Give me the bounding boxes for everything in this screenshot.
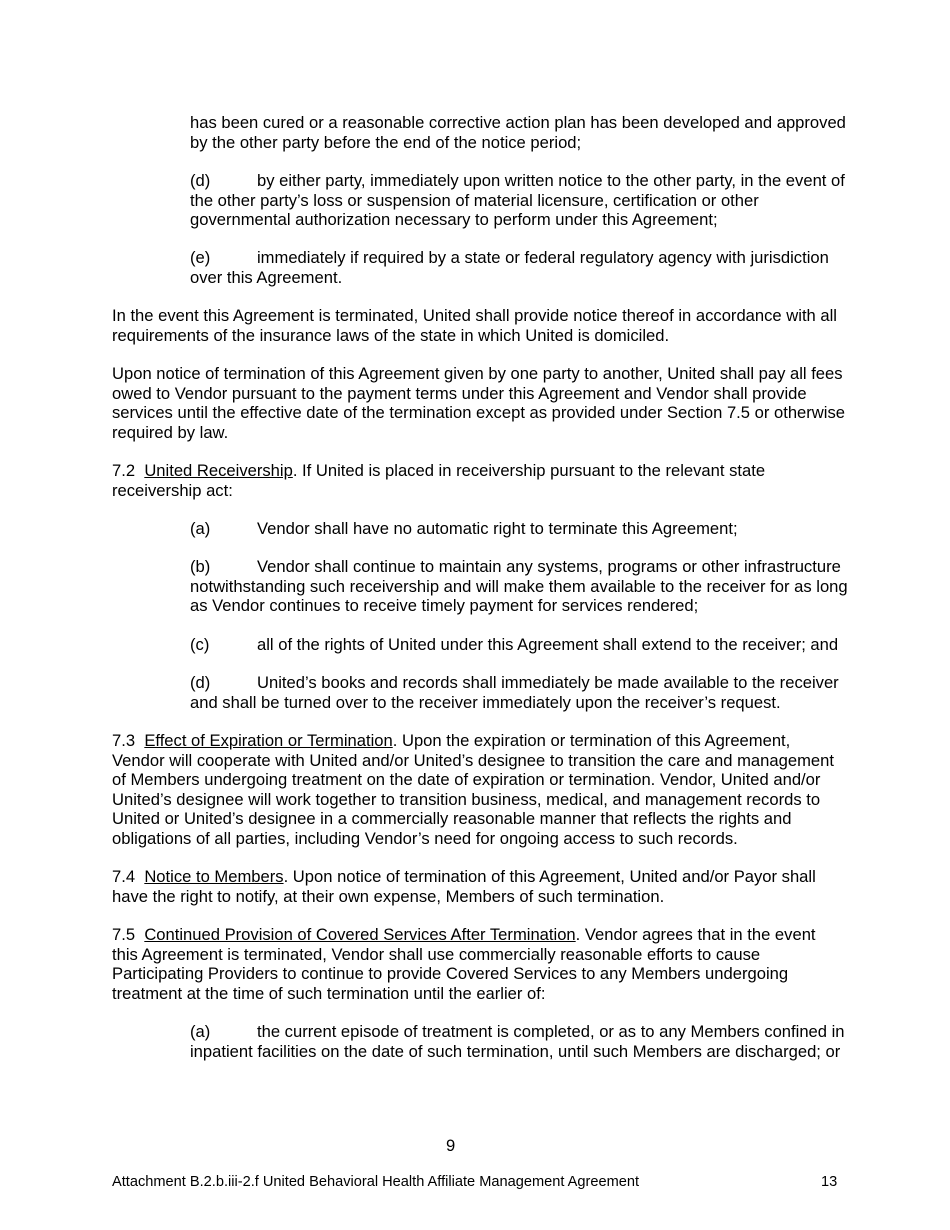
- section-number: 7.4: [112, 867, 136, 886]
- section-7-3: 7.3 Effect of Expiration or Termination. Upon the expiration or termination of this Agreement, Vendor will cooperate with United and/or United’s designee to transition the care and management of Members undergoing treatment on the date of expiration or termination. Vendor, United and/or United’s designee will work together to transition business, medical, and management records to United or United’s designee in a commercially reasonable manner that reflects the rights and obligations of all parties, including Vendor’s need for ongoing access to such records.: [112, 731, 834, 848]
- section-number: 7.5: [112, 925, 136, 944]
- list-item-d: (d) by either party, immediately upon written notice to the other party, in the event of the other party’s loss or suspension of material licensure, certification or other governmental authorization necessary to perform under this Agreement;: [190, 171, 845, 230]
- paragraph-continuation: has been cured or a reasonable corrective action plan has been developed and approved by the other party before the end of the notice period;: [190, 113, 846, 152]
- list-item-7-2-d: (d) United’s books and records shall immediately be made available to the receiver and shall be turned over to the receiver immediately upon the receiver’s request.: [190, 673, 839, 712]
- list-label: (d): [190, 673, 211, 692]
- page-number: 9: [446, 1136, 456, 1155]
- section-heading: Continued Provision of Covered Services After Termination: [144, 925, 576, 944]
- footer-attachment-title: Attachment B.2.b.iii-2.f United Behavioral Health Affiliate Management Agreement: [112, 1174, 640, 1190]
- list-label: (b): [190, 557, 211, 576]
- section-7-5: 7.5 Continued Provision of Covered Services After Termination. Vendor agrees that in the event this Agreement is terminated, Vendor shall use commercially reasonable efforts to cause Participating Providers to continue to provide Covered Services to any Members undergoing treatment at the time of such termination until the earlier of:: [112, 925, 816, 1003]
- paragraph-fees-on-termination: Upon notice of termination of this Agreement given by one party to another, United shall pay all fees owed to Vendor pursuant to the payment terms under this Agreement and Vendor shall provide services until the effective date of the termination except as provided under Section 7.5 or otherwise required by law.: [112, 364, 846, 442]
- footer-page-number: 13: [821, 1174, 838, 1190]
- list-item-e: (e) immediately if required by a state or federal regulatory agency with jurisdiction over this Agreement.: [190, 248, 829, 287]
- list-label: (a): [190, 519, 211, 538]
- list-label: (c): [190, 635, 210, 654]
- list-label: (d): [190, 171, 211, 190]
- list-item-7-2-b: (b) Vendor shall continue to maintain any systems, programs or other infrastructure notwithstanding such receivership and will make them available to the receiver for as long as Vendor continues to receive timely payment for services rendered;: [190, 557, 848, 616]
- paragraph-termination-notice: In the event this Agreement is terminated, United shall provide notice thereof in accordance with all requirements of the insurance laws of the state in which United is domiciled.: [112, 306, 837, 345]
- list-label: (a): [190, 1022, 211, 1041]
- list-label: (e): [190, 248, 211, 267]
- section-number: 7.3: [112, 731, 136, 750]
- section-heading: Notice to Members: [144, 867, 284, 886]
- section-heading: United Receivership: [144, 461, 293, 480]
- list-item-7-5-a: (a) the current episode of treatment is completed, or as to any Members confined in inpatient facilities on the date of such termination, until such Members are discharged; or: [190, 1022, 845, 1061]
- section-heading: Effect of Expiration or Termination: [144, 731, 393, 750]
- list-item-7-2-a: (a) Vendor shall have no automatic right to terminate this Agreement;: [190, 519, 738, 538]
- list-item-7-2-c: (c) all of the rights of United under this Agreement shall extend to the receiver; and: [190, 635, 839, 654]
- section-number: 7.2: [112, 461, 136, 480]
- section-7-4: 7.4 Notice to Members. Upon notice of termination of this Agreement, United and/or Payor shall have the right to notify, at their own expense, Members of such termination.: [112, 867, 816, 906]
- section-7-2: 7.2 United Receivership. If United is placed in receivership pursuant to the relevant state receivership act:: [112, 461, 766, 500]
